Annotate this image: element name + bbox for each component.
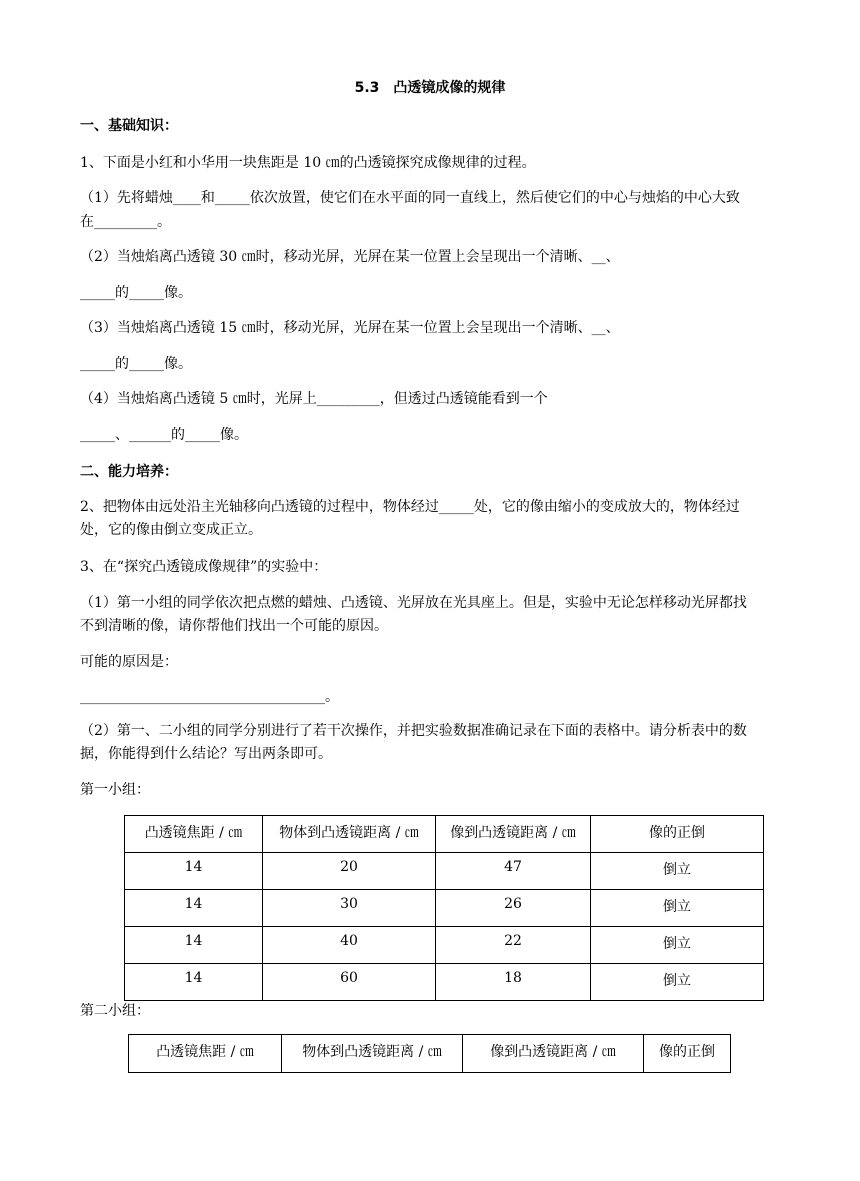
table-row <box>125 853 764 890</box>
question-2-line-1: 2、把物体由远处沿主光轴移向凸透镜的过程中，物体经过_____处，它的像由缩小的变成放大的，物体经过 <box>80 499 740 515</box>
section-heading-basic: 一、基础知识： <box>80 118 178 134</box>
group-2-data-table <box>128 1034 731 1073</box>
page-title: 5.3 凸透镜成像的规律 <box>354 80 506 96</box>
table-header-row <box>125 816 764 853</box>
question-1-part-1-line-2: 在_________。 <box>80 214 171 230</box>
table-cell: 14 <box>125 890 263 927</box>
table-header-cell: 凸透镜焦距 / ㎝ <box>125 816 263 853</box>
question-1-part-4-line-2: _____、______的_____像。 <box>80 427 248 443</box>
group-1-label: 第一小组： <box>80 782 150 798</box>
question-1-part-4-line-1: （4）当烛焰离凸透镜 5 ㎝时，光屏上_________，但透过凸透镜能看到一个 <box>80 391 548 407</box>
table-cell: 14 <box>125 927 263 964</box>
table-row <box>125 964 764 1001</box>
question-1-part-2-line-1: （2）当烛焰离凸透镜 30 ㎝时，移动光屏，光屏在某一位置上会呈现出一个清晰、__、 <box>80 249 620 265</box>
reason-label: 可能的原因是： <box>80 654 178 670</box>
table-header-cell: 凸透镜焦距 / ㎝ <box>129 1035 282 1073</box>
question-3-part-2-line-2: 据，你能得到什么结论？写出两条即可。 <box>80 746 332 762</box>
question-2-line-2: 处，它的像由倒立变成正立。 <box>80 522 262 538</box>
table-cell: 倒立 <box>591 890 764 927</box>
table-cell: 倒立 <box>591 964 764 1001</box>
table-row <box>125 927 764 964</box>
question-1-part-2-line-2: _____的_____像。 <box>80 285 192 301</box>
reason-answer-blank: ___________________________________。 <box>80 689 339 705</box>
table-header-row <box>129 1035 731 1073</box>
table-header-cell: 像到凸透镜距离 / ㎝ <box>463 1035 644 1073</box>
table-cell: 倒立 <box>591 853 764 890</box>
table-row <box>125 890 764 927</box>
question-3-part-1-line-2: 不到清晰的像，请你帮他们找出一个可能的原因。 <box>80 618 388 634</box>
table-cell: 14 <box>125 853 263 890</box>
table-cell: 倒立 <box>591 927 764 964</box>
table-header-cell: 像到凸透镜距离 / ㎝ <box>436 816 591 853</box>
group-1-data-table <box>124 815 764 1001</box>
table-cell: 60 <box>263 964 436 1001</box>
question-1: 1、下面是小红和小华用一块焦距是 10 ㎝的凸透镜探究成像规律的过程。 <box>80 155 536 171</box>
question-3-part-1-line-1: （1）第一小组的同学依次把点燃的蜡烛、凸透镜、光屏放在光具座上。但是，实验中无论怎样移动光屏都找 <box>80 595 747 611</box>
question-1-part-3-line-1: （3）当烛焰离凸透镜 15 ㎝时，移动光屏，光屏在某一位置上会呈现出一个清晰、__、 <box>80 320 620 336</box>
table-header-cell: 物体到凸透镜距离 / ㎝ <box>282 1035 463 1073</box>
table-cell: 26 <box>436 890 591 927</box>
table-cell: 14 <box>125 964 263 1001</box>
table-header-cell: 像的正倒 <box>591 816 764 853</box>
question-3: 3、在“探究凸透镜成像规律”的实验中： <box>80 559 328 575</box>
table-cell: 18 <box>436 964 591 1001</box>
table-cell: 40 <box>263 927 436 964</box>
table-header-cell: 物体到凸透镜距离 / ㎝ <box>263 816 436 853</box>
table-header-cell: 像的正倒 <box>644 1035 731 1073</box>
table-cell: 22 <box>436 927 591 964</box>
table-cell: 30 <box>263 890 436 927</box>
question-3-part-2-line-1: （2）第一、二小组的同学分别进行了若干次操作，并把实验数据准确记录在下面的表格中。请分析表中的数 <box>80 723 747 739</box>
table-cell: 47 <box>436 853 591 890</box>
question-1-part-3-line-2: _____的_____像。 <box>80 356 192 372</box>
question-1-part-1-line-1: （1）先将蜡烛____和_____依次放置，使它们在水平面的同一直线上，然后使它们的中心与烛焰的中心大致 <box>80 190 740 206</box>
section-heading-ability: 二、能力培养： <box>80 464 178 480</box>
table-cell: 20 <box>263 853 436 890</box>
group-2-label: 第二小组： <box>80 1003 150 1019</box>
